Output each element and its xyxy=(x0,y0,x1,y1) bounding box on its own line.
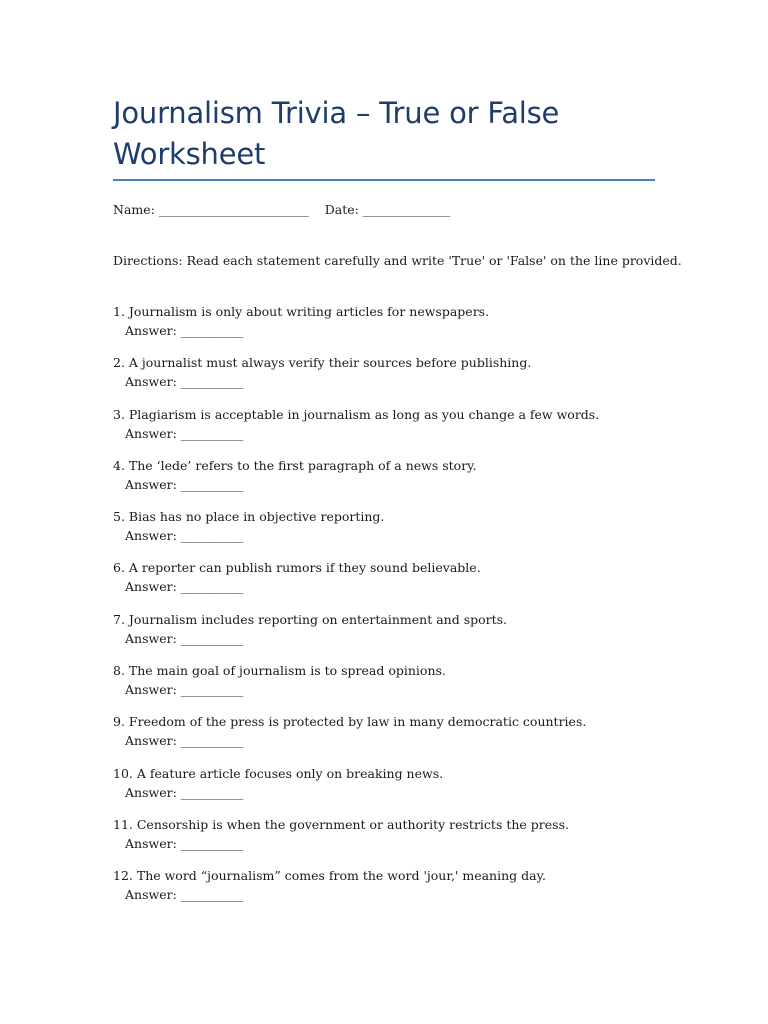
answer-line: Answer: __________ xyxy=(125,323,244,338)
question-item xyxy=(113,456,655,507)
question-item xyxy=(113,866,655,917)
answer-line: Answer: __________ xyxy=(125,784,244,800)
question-list xyxy=(113,302,655,918)
answer-line: Answer: __________ xyxy=(125,835,244,851)
answer-line: Answer: __________ xyxy=(125,579,244,595)
directions-text: Directions: Read each statement carefully and write 'True' or 'False' on the line provided. xyxy=(113,253,682,268)
question-item xyxy=(113,815,655,866)
answer-line: Answer: __________ xyxy=(125,374,244,390)
answer-line: Answer: __________ xyxy=(125,887,244,903)
answer-line: Answer: __________ xyxy=(125,733,244,749)
question-text: 7. Journalism includes reporting on entertainment and sports. xyxy=(113,611,508,627)
answer-line: Answer: __________ xyxy=(125,528,244,544)
question-item xyxy=(113,302,655,353)
question-text: 12. The word “journalism” comes from the word 'jour,' meaning day. xyxy=(113,868,546,884)
question-text: 5. Bias has no place in objective reporting. xyxy=(113,509,385,525)
question-text: 2. A journalist must always verify their sources before publishing. xyxy=(113,355,532,371)
question-text: 9. Freedom of the press is protected by law in many democratic countries. xyxy=(113,714,587,730)
question-text: 8. The main goal of journalism is to spread opinions. xyxy=(113,663,446,679)
question-item xyxy=(113,661,655,712)
question-item xyxy=(113,558,655,609)
question-text: 1. Journalism is only about writing articles for newspapers. xyxy=(113,304,490,319)
question-text: 6. A reporter can publish rumors if they sound believable. xyxy=(113,560,481,576)
question-text: 4. The ‘lede’ refers to the first paragraph of a news story. xyxy=(113,457,477,473)
question-item xyxy=(113,764,655,815)
answer-line: Answer: __________ xyxy=(125,630,244,646)
worksheet-title: Journalism Trivia – True or False Worksheet xyxy=(113,96,560,171)
question-text: 11. Censorship is when the government or authority restricts the press. xyxy=(113,816,569,832)
answer-line: Answer: __________ xyxy=(125,425,244,441)
name-date-line: Name: ________________________ Date: ______________ xyxy=(113,202,451,217)
title-divider xyxy=(113,179,655,181)
question-item xyxy=(113,507,655,558)
question-text: 10. A feature article focuses only on breaking news. xyxy=(113,765,444,781)
answer-line: Answer: __________ xyxy=(125,476,244,492)
question-item xyxy=(113,712,655,763)
question-text: 3. Plagiarism is acceptable in journalism as long as you change a few words. xyxy=(113,406,600,422)
question-item xyxy=(113,405,655,456)
question-item xyxy=(113,353,655,404)
answer-line: Answer: __________ xyxy=(125,682,244,698)
question-item xyxy=(113,610,655,661)
